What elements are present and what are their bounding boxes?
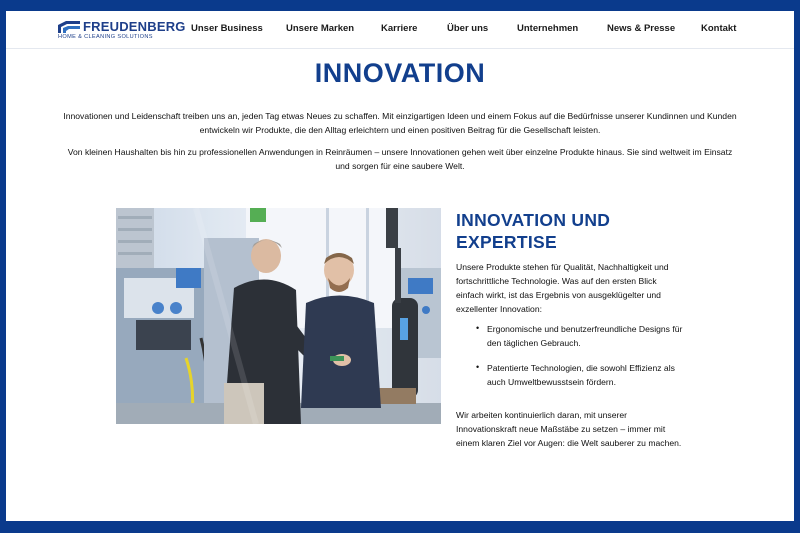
freudenberg-logo-icon bbox=[58, 21, 80, 33]
site-header bbox=[6, 11, 794, 49]
list-item-text: Patentierte Technologien, die sowohl Effizienz als auch Umweltbewusstsein fördern. bbox=[487, 363, 675, 387]
intro-paragraph-2 bbox=[46, 145, 754, 173]
section-intro-text: Unsere Produkte stehen für Qualität, Nachhaltigkeit und fortschrittliche Technologie. Was auf den ersten Blick einfach wirkt, ist das Ergebnis von ausgeklügelter und exzellenter Innovation: bbox=[456, 262, 669, 314]
section-title-line-2: EXPERTISE bbox=[456, 232, 557, 252]
section-title bbox=[456, 209, 666, 253]
nav-ueber-uns[interactable]: Über uns bbox=[447, 23, 489, 34]
nav-unternehmen[interactable]: Unternehmen bbox=[517, 23, 579, 34]
section-closing-text: Wir arbeiten kontinuierlich daran, mit unserer Innovationskraft neue Maßstäbe zu setzen – immer mit einem klaren Ziel vor Augen: die Welt sauberer zu machen. bbox=[456, 410, 682, 448]
list-item-text: Ergonomische und benutzerfreundliche Designs für den täglichen Gebrauch. bbox=[487, 324, 683, 348]
intro-paragraph-2-line-1: Von kleinen Haushalten bis hin zu professionellen Anwendungen in Reinräumen – unsere Innovationen gehen weit über einzelne Produkte hinaus. Sie sind weltweit im Einsatz bbox=[67, 147, 733, 157]
intro-paragraph-1 bbox=[46, 109, 754, 137]
brand-logo[interactable] bbox=[58, 19, 186, 44]
nav-unsere-marken[interactable]: Unsere Marken bbox=[286, 23, 355, 34]
brand-tagline: HOME & CLEANING SOLUTIONS bbox=[58, 34, 153, 40]
intro-paragraph-1-line-1: Innovationen und Leidenschaft treiben uns an, jeden Tag etwas Neues zu schaffen. Mit einzigartigen Ideen und einem Fokus auf die Bedürfnisse unserer Kundinnen und Kunden bbox=[63, 111, 737, 121]
intro-paragraph-1-line-2: entwickeln wir Produkte, die den Alltag erleichtern und einen positiven Beitrag für die Gesellschaft leisten. bbox=[199, 125, 601, 135]
page-frame bbox=[6, 11, 794, 521]
page-title: INNOVATION bbox=[314, 58, 486, 88]
nav-unser-business[interactable]: Unser Business bbox=[191, 23, 263, 34]
nav-kontakt[interactable]: Kontakt bbox=[701, 23, 737, 34]
lab-photo bbox=[116, 208, 441, 424]
section-title-line-1: INNOVATION UND bbox=[456, 210, 611, 230]
bullet-dot-icon: • bbox=[476, 323, 480, 333]
lab-photo-illustration bbox=[116, 208, 441, 424]
intro-paragraph-2-line-2: und sorgen für eine saubere Welt. bbox=[335, 161, 465, 171]
bullet-dot-icon: • bbox=[476, 362, 480, 372]
brand-name: FREUDENBERG bbox=[83, 19, 186, 34]
nav-karriere[interactable]: Karriere bbox=[381, 23, 418, 34]
nav-news-presse[interactable]: News & Presse bbox=[607, 23, 676, 34]
